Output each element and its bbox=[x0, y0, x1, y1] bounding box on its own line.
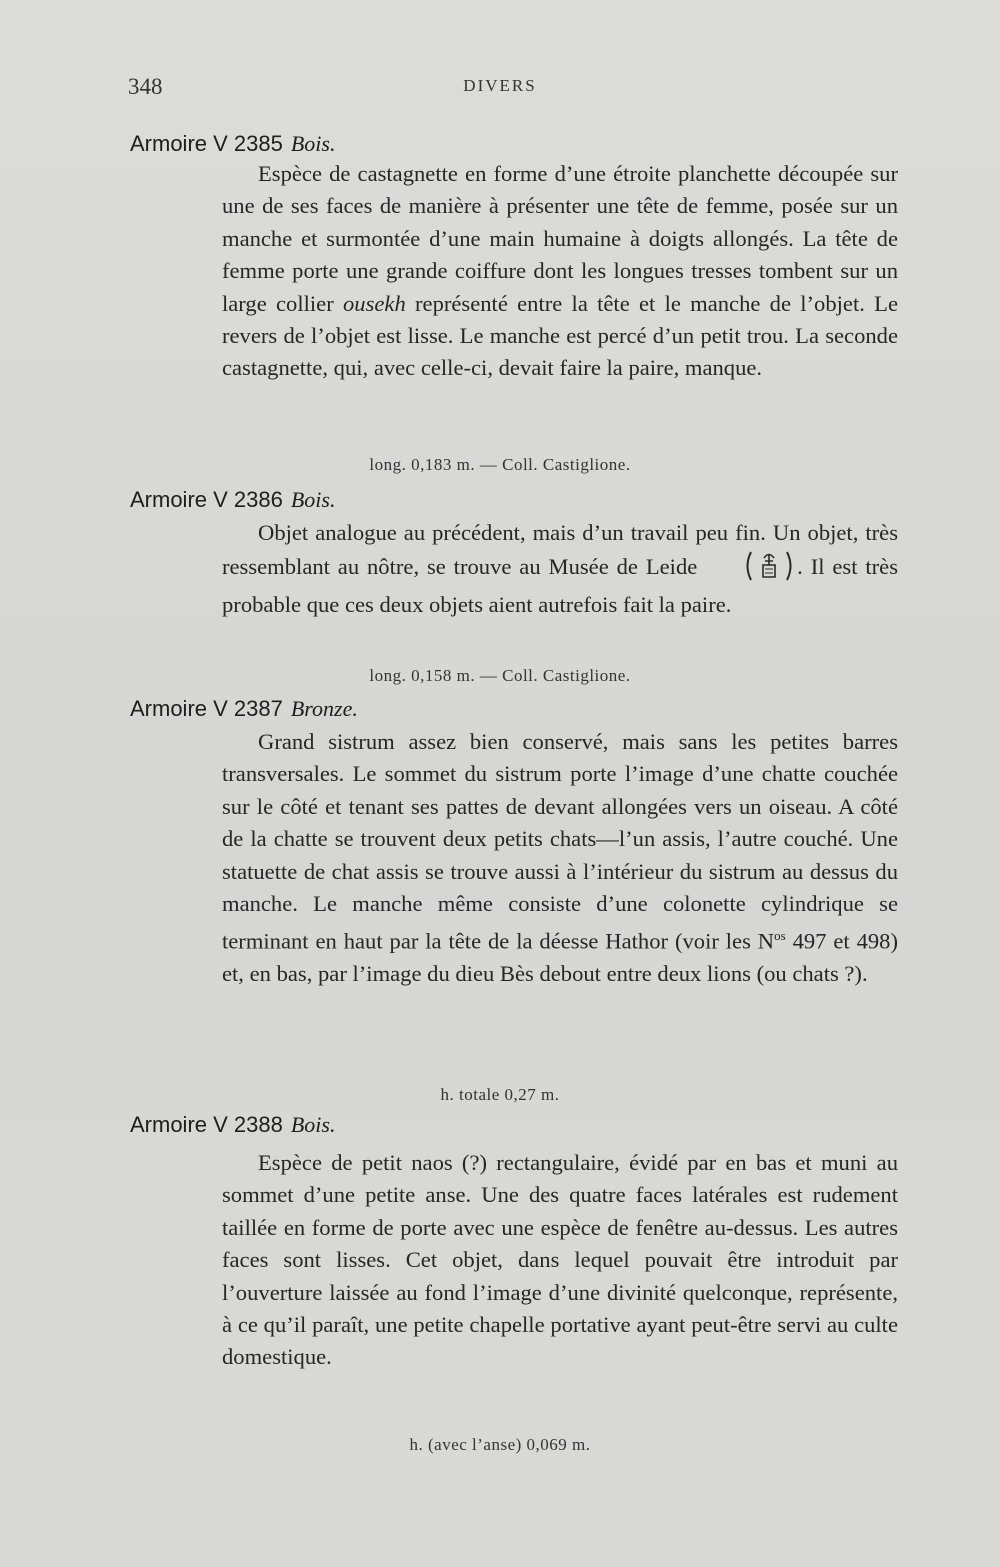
description-text: Objet analogue au précédent, mais d’un travail peu fin. Un objet, très ressemblant au nôtre, se trouve au Musée de Leide bbox=[222, 520, 898, 580]
description-text: Grand sistrum assez bien conservé, mais sans les petites barres transversales. Le sommet du sistrum porte l’image d’une chatte couchée sur le côté et tenant ses pattes de devant allongées vers un oiseau. A côté de la chatte se trouvent deux petits chats—l’un assis, l’autre couché. Une statuette de chat assis se trouve aussi à l’intérieur du sistrum au dessus du manche. Le manche même consiste d’une colonette cylindrique se terminant en haut par la tête de la déesse Hathor (voir les N bbox=[222, 729, 898, 954]
page-number: 348 bbox=[128, 74, 163, 99]
entry-material: Bois. bbox=[290, 1112, 336, 1137]
entry-description: Espèce de petit naos (?) rectangulaire, évidé par en bas et muni au sommet d’une petite anse. Une des quatre faces latérales est rudement taillée en forme de porte avec une espèce de fenêtre au-dessus. Les autres faces sont lisses. Cet objet, dans lequel pouvait être introduit par l’ouverture laissée au fond l’image d’une divinité quelconque, représente, à ce qu’il paraît, une petite chapelle portative ayant peut-être servi au culte domestique. bbox=[222, 1150, 898, 1370]
entry-heading bbox=[130, 487, 335, 513]
entry-measurement: long. 0,183 m. — Coll. Castiglione. bbox=[369, 455, 631, 474]
entry-number: Armoire V 2386 bbox=[130, 487, 283, 512]
entry-description bbox=[222, 726, 898, 991]
running-title: DIVERS bbox=[463, 76, 537, 95]
entry-description bbox=[222, 158, 898, 385]
entry-number: Armoire V 2385 bbox=[130, 131, 283, 156]
entry-heading bbox=[130, 696, 358, 722]
entry-number: Armoire V 2387 bbox=[130, 696, 283, 721]
superscript: os bbox=[774, 928, 786, 944]
description-text: représenté entre la tête et le manche de l’objet. Le revers de l’objet est lisse. Le manche est percé d’un petit trou. La seconde castagnette, qui, avec celle-ci, devait faire la paire, manque. bbox=[222, 290, 898, 381]
entry-heading bbox=[130, 1112, 335, 1138]
entry-material: Bois. bbox=[290, 131, 336, 156]
entry-heading bbox=[130, 131, 335, 157]
hieroglyph-cartouche-icon bbox=[707, 549, 795, 589]
entry-material: Bronze. bbox=[290, 696, 358, 721]
entry-description bbox=[222, 517, 898, 622]
description-text: . Il est très probable que ces deux objets aient autrefois fait la paire. bbox=[222, 554, 898, 618]
description-text: 497 et 498) et, en bas, par l’image du dieu Bès debout entre deux lions (ou chats ?). bbox=[222, 928, 898, 987]
italic-term: ousekh bbox=[343, 290, 406, 316]
entry-measurement: long. 0,158 m. — Coll. Castiglione. bbox=[369, 666, 631, 685]
running-header bbox=[0, 74, 1000, 100]
entry-material: Bois. bbox=[290, 487, 336, 512]
entry-measurement: h. (avec l’anse) 0,069 m. bbox=[409, 1435, 591, 1454]
entry-measurement: h. totale 0,27 m. bbox=[440, 1085, 560, 1104]
description-text: Espèce de castagnette en forme d’une étroite planchette découpée sur une de ses faces de manière à présenter une tête de femme, posée sur un manche et surmontée d’une main humaine à doigts allongés. La tête de femme porte une grande coiffure dont les longues tresses tombent sur un large collier bbox=[222, 161, 898, 316]
entry-number: Armoire V 2388 bbox=[130, 1112, 283, 1137]
